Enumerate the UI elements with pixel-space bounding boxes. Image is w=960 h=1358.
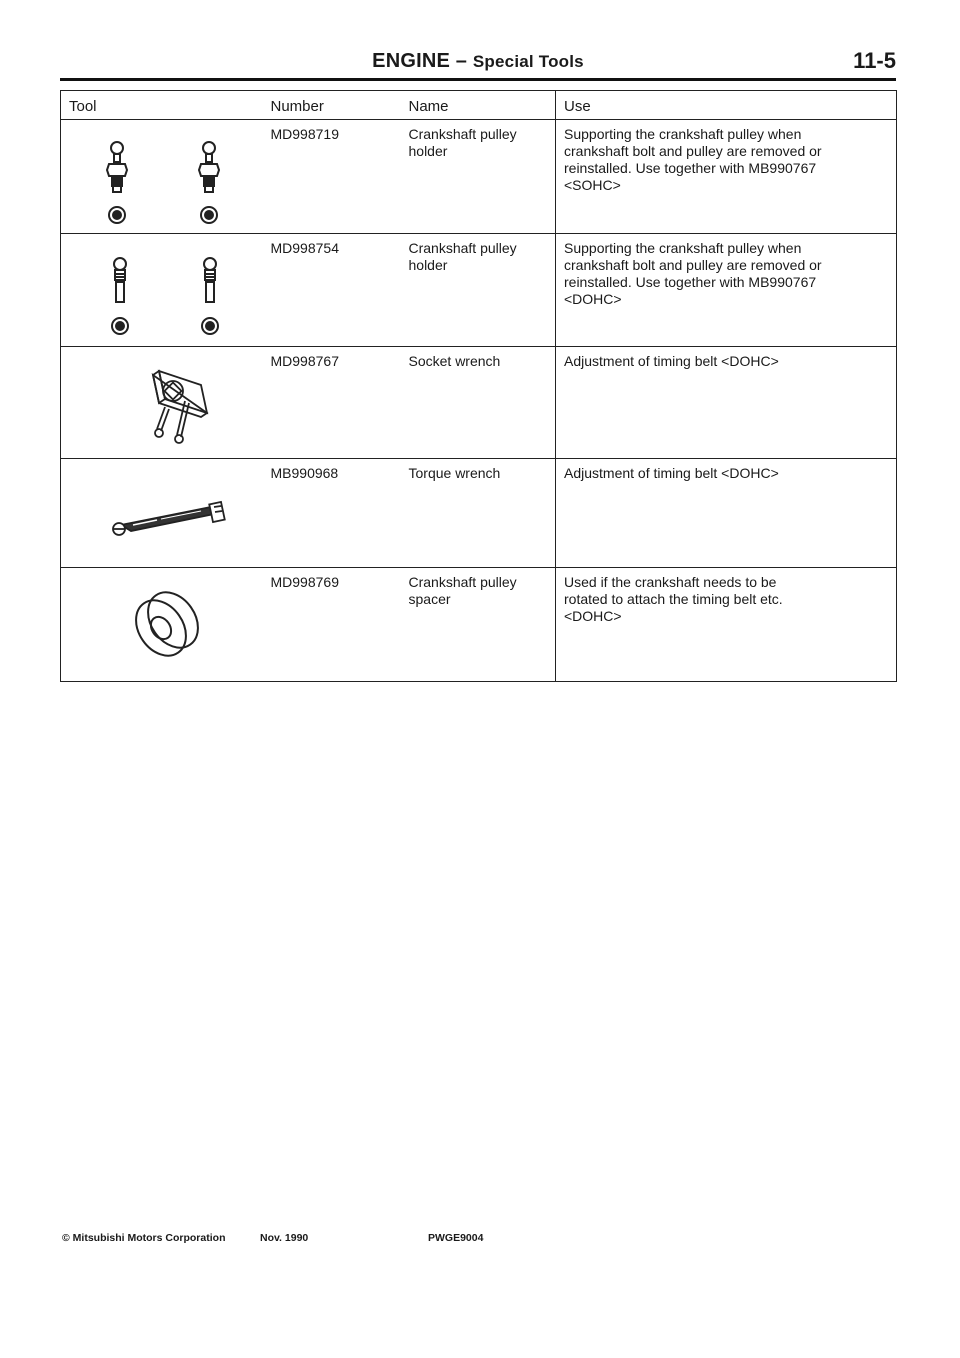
tool-name [401,120,556,234]
tool-name [401,459,556,568]
tool-use [556,120,897,234]
tool-name-line: Socket wrench [408,353,501,369]
tool-illustration-cell [61,459,263,568]
tool-use-line: Adjustment of timing belt <DOHC> [564,353,779,369]
tool-number: MD998767 [263,347,401,459]
footer-date: Nov. 1990 [260,1232,309,1244]
table-row [61,120,897,234]
tool-use-line: crankshaft bolt and pulley are removed or [564,257,822,273]
tool-use-line: Adjustment of timing belt <DOHC> [564,465,779,481]
tool-name-line: Torque wrench [408,465,501,481]
page-header [60,48,896,81]
tool-illustration-cell [61,120,263,234]
tool-name [401,347,556,459]
column-header-name: Name [401,91,556,120]
tool-use [556,347,897,459]
tool-use-line: Supporting the crankshaft pulley when [564,126,802,142]
crankshaft-pulley-holder-pins-icon [61,124,261,228]
tool-use-line: <DOHC> [564,291,622,307]
tool-use-line: <SOHC> [564,177,621,193]
section-title-main: ENGINE – [372,50,468,72]
tool-name [401,234,556,347]
tool-name-line: holder [408,143,448,159]
tool-name-line: Crankshaft pulley [408,126,517,142]
table-row [61,459,897,568]
section-title [60,50,896,73]
tool-use [556,234,897,347]
footer-copyright: © Mitsubishi Motors Corporation [62,1232,226,1244]
table-row [61,234,897,347]
table-row [61,568,897,682]
tool-name [401,568,556,682]
tool-use [556,568,897,682]
tool-number: MD998754 [263,234,401,347]
special-tools-table [60,90,897,682]
tool-name-line: holder [408,257,448,273]
tool-number: MD998769 [270,574,339,590]
tool-use-line: reinstalled. Use together with MB990767 [564,274,817,290]
tool-use-line: reinstalled. Use together with MB990767 [564,160,817,176]
tool-name-line: Crankshaft pulley [408,574,517,590]
tool-number: MD998719 [263,120,401,234]
tool-name-line: spacer [408,591,451,607]
tool-name-line: Crankshaft pulley [408,240,517,256]
column-header-use: Use [556,91,897,120]
tool-illustration-cell [61,347,263,459]
tool-use-line: <DOHC> [564,608,622,624]
column-header-tool: Tool [61,91,263,120]
tool-use-line: rotated to attach the timing belt etc. [564,591,783,607]
socket-wrench-icon [61,351,261,455]
footer-code: PWGE9004 [428,1232,484,1244]
tool-illustration-cell [61,234,263,347]
tool-use-line: Used if the crankshaft needs to be [564,574,777,590]
section-title-sub: Special Tools [472,52,584,71]
crankshaft-pulley-holder-pins-icon [61,238,261,342]
pulley-spacer-icon [61,572,261,676]
tool-illustration-cell [61,568,263,682]
tool-use-line: Supporting the crankshaft pulley when [564,240,802,256]
torque-wrench-icon [61,463,261,567]
column-header-number: Number [263,91,401,120]
table-row [61,347,897,459]
table-header-row [61,91,897,120]
tool-use-line: crankshaft bolt and pulley are removed or [564,143,822,159]
tool-use [556,459,897,568]
tool-number: MB990968 [263,459,401,568]
page-number: 11-5 [853,48,896,73]
